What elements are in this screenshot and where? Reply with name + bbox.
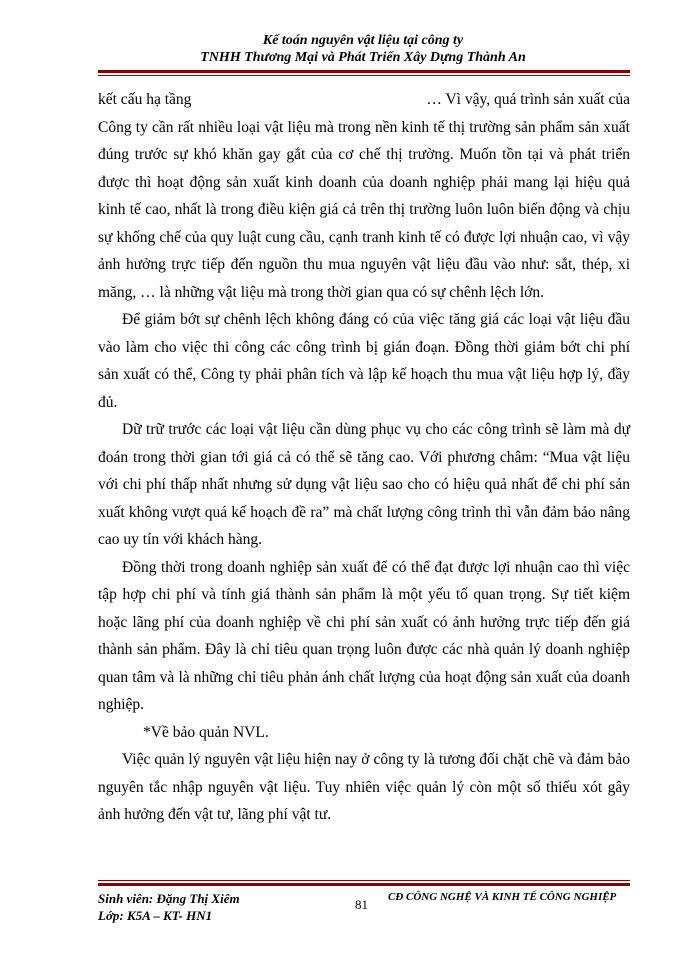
footer-student-info (98, 890, 240, 924)
paragraph-4: Đồng thời trong doanh nghiệp sản xuất để có thể đạt được lợi nhuận cao thì việc tập hợp chi phí và tính giá thành sản phẩm là một yếu tố quan trọng. Sự tiết kiệm hoặc lãng phí của doanh nghiệp về chi phí sản xuất có ảnh hưởng trực tiếp đến giá thành sản phẩm. Đây là chỉ tiêu quan trọng luôn được các nhà quản lý doanh nghiệp quan tâm và là những chỉ tiêu phản ánh chất lượng của hoạt động sản xuất của doanh nghiệp. (98, 558, 630, 713)
paragraph-3: Dữ trữ trước các loại vật liệu cần dùng phục vụ cho các công trình sẽ làm mà dự đoán trong thời gian tới giá cả có thể sẽ tăng cao. Với phương châm: “Mua vật liệu với chi phí thấp nhất nhưng sử dụng vật liệu sao cho có hiệu quả nhất để chi phí sản xuất không vượt quá kế hoạch đề ra” mà chất lượng công trình thì vẫn đảm bảo nâng cao uy tín với khách hàng. (98, 421, 630, 548)
paragraph-1: Công ty cần rất nhiều loại vật liệu mà trong nền kinh tế thị trường sản phẩm sản xuất đúng trước sự khó khăn gay gắt của cơ chế thị trường. Muốn tồn tại và phát triển được thì hoạt động sản xuất kinh doanh của doanh nghiệp phải mang lại hiệu quả kinh tế cao, nhất là trong điều kiện giá cả trên thị trường luôn luôn biến động và chịu sự khống chế của quy luật cung cầu, cạnh tranh kinh tế có được lợi nhuận cao, vì vậy ảnh hưởng trực tiếp đến nguồn thu mua nguyên vật liệu đầu vào như: sắt, thép, xi măng, … là những vật liệu mà trong thời gian qua có sự chênh lệch lớn. (98, 118, 630, 301)
student-name: Sinh viên: Đặng Thị Xiêm (98, 891, 240, 906)
footer-divider-thick (98, 883, 630, 886)
continuation-text-left: kết cấu hạ tầng (98, 91, 192, 108)
school-name: CĐ CÔNG NGHỆ VÀ KINH TẾ CÔNG NGHIỆP (388, 891, 617, 903)
document-body (98, 86, 630, 829)
continuation-line (98, 86, 630, 114)
page-number: 81 (355, 897, 368, 912)
header-title-line1: Kế toán nguyên vật liệu tại công ty (262, 33, 464, 48)
header-divider-thick (98, 70, 630, 73)
header-divider-thin (98, 75, 630, 76)
page-header (98, 32, 628, 66)
student-class: Lớp: K5A – KT- HN1 (98, 908, 213, 923)
section-heading: *Về bảo quản NVL. (143, 723, 269, 741)
header-title-line2: TNHH Thương Mại và Phát Triển Xây Dựng Thành An (200, 50, 526, 65)
paragraph-2: Để giảm bớt sự chênh lệch không đáng có của việc tăng giá các loại vật liệu đầu vào làm cho việc thi công các công trình bị gián đoạn. Đồng thời giảm bớt chi phí sản xuất có thể, Công ty phải phân tích và lập kế hoạch thu mua vật liệu hợp lý, đầy đủ. (98, 311, 630, 411)
paragraph-5: Việc quản lý nguyên vật liệu hiện nay ở công ty là tương đối chặt chẽ và đảm bảo nguyên tắc nhập nguyên vật liệu. Tuy nhiên việc quản lý còn một số thiếu xót gây ảnh hưởng đến vật tư, lãng phí vật tư. (98, 751, 630, 823)
continuation-text-right: … Vì vậy, quá trình sản xuất của (426, 91, 630, 108)
footer-divider-thin (98, 880, 630, 881)
